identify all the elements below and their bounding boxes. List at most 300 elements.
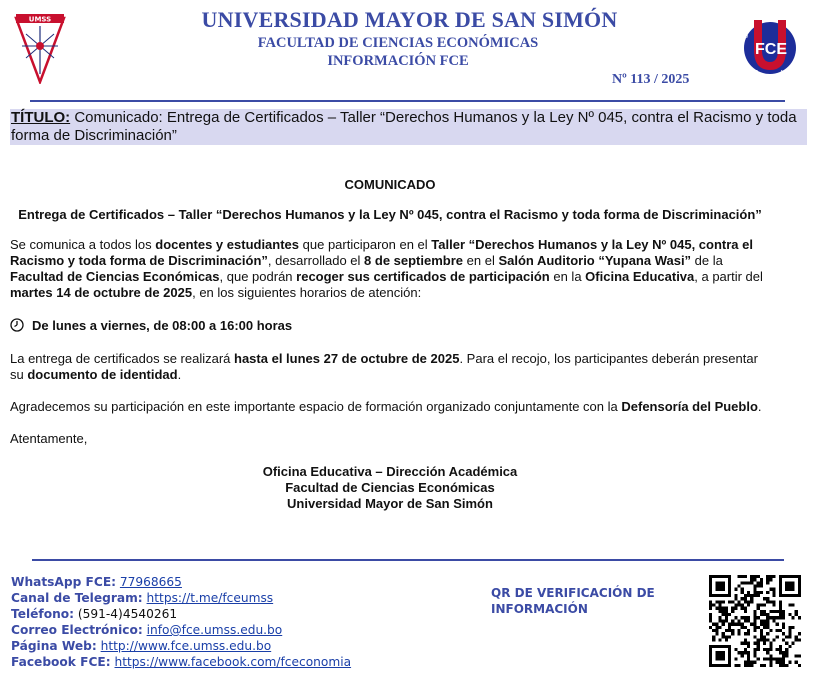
- website-link[interactable]: http://www.fce.umss.edu.bo: [100, 639, 272, 653]
- qr-module: [728, 613, 731, 616]
- qr-module: [766, 619, 769, 622]
- text: .: [177, 367, 182, 382]
- qr-module: [760, 619, 763, 622]
- signature-line: Oficina Educativa – Dirección Académica: [262, 464, 518, 479]
- qr-module: [772, 588, 775, 591]
- qr-module: [731, 600, 734, 603]
- qr-module: [731, 619, 734, 622]
- qr-module: [785, 651, 788, 654]
- qr-finder: [715, 651, 725, 661]
- qr-module: [760, 664, 763, 667]
- qr-module: [757, 645, 760, 648]
- qr-module: [741, 581, 744, 584]
- qr-module: [747, 581, 750, 584]
- qr-module: [763, 623, 766, 626]
- qr-module: [712, 623, 715, 626]
- qr-module: [769, 578, 772, 581]
- text: 8 de septiembre: [364, 253, 464, 268]
- qr-module: [782, 661, 785, 664]
- qr-module: [766, 638, 769, 641]
- qr-module: [760, 591, 763, 594]
- qr-module: [744, 642, 747, 645]
- qr-module: [738, 585, 741, 588]
- qr-module: [760, 613, 763, 616]
- qr-module: [741, 588, 744, 591]
- qr-module: [747, 651, 750, 654]
- qr-module: [722, 607, 725, 610]
- contact-website: [11, 638, 481, 654]
- qr-module: [747, 661, 750, 664]
- qr-module: [763, 604, 766, 607]
- qr-module: [750, 661, 753, 664]
- qr-module: [734, 604, 737, 607]
- qr-module: [782, 616, 785, 619]
- qr-module: [744, 626, 747, 629]
- qr-module: [753, 585, 756, 588]
- qr-module: [712, 635, 715, 638]
- text: , a partir del: [694, 269, 763, 284]
- qr-module: [785, 635, 788, 638]
- qr-module: [719, 610, 722, 613]
- email-link[interactable]: info@fce.umss.edu.bo: [146, 623, 283, 637]
- qr-module: [760, 635, 763, 638]
- signature-block: [10, 464, 770, 512]
- qr-module: [709, 626, 712, 629]
- qr-module: [738, 629, 741, 632]
- qr-module: [795, 613, 798, 616]
- qr-module: [741, 597, 744, 600]
- qr-module: [738, 600, 741, 603]
- qr-module: [744, 581, 747, 584]
- qr-module: [766, 648, 769, 651]
- qr-module: [744, 600, 747, 603]
- qr-module: [738, 575, 741, 578]
- qr-module: [719, 638, 722, 641]
- qr-module: [722, 632, 725, 635]
- qr-module: [779, 616, 782, 619]
- paragraph-announcement: [10, 237, 770, 301]
- qr-module: [763, 657, 766, 660]
- qr-module: [741, 604, 744, 607]
- qr-module: [779, 661, 782, 664]
- communique-heading: COMUNICADO: [344, 177, 436, 192]
- qr-module: [757, 604, 760, 607]
- qr-module: [722, 600, 725, 603]
- qr-module: [788, 626, 791, 629]
- qr-module: [782, 626, 785, 629]
- qr-module: [772, 600, 775, 603]
- university-name: UNIVERSIDAD MAYOR DE SAN SIMÓN: [201, 7, 618, 32]
- qr-module: [769, 654, 772, 657]
- qr-module: [728, 629, 731, 632]
- qr-module: [769, 616, 772, 619]
- qr-module: [741, 626, 744, 629]
- qr-module: [766, 591, 769, 594]
- qr-module: [779, 664, 782, 667]
- text: en el: [463, 253, 499, 268]
- qr-module: [782, 613, 785, 616]
- text: , en los siguientes horarios de atención:: [192, 285, 422, 300]
- qr-module: [791, 642, 794, 645]
- clock-icon: [10, 318, 24, 332]
- qr-module: [779, 607, 782, 610]
- contact-facebook: [11, 654, 481, 670]
- qr-module: [763, 613, 766, 616]
- footer-divider: [32, 559, 784, 561]
- qr-module: [782, 610, 785, 613]
- qr-module: [782, 651, 785, 654]
- qr-module: [776, 616, 779, 619]
- qr-module: [753, 619, 756, 622]
- text: Agradecemos su participación en este importante espacio de formación organizado conjuntamente con la: [10, 399, 622, 414]
- qr-verification-label: QR DE VERIFICACIÓN DE INFORMACIÓN: [491, 586, 655, 616]
- qr-module: [763, 619, 766, 622]
- qr-module: [719, 600, 722, 603]
- qr-module: [753, 629, 756, 632]
- qr-module: [750, 575, 753, 578]
- qr-module: [747, 632, 750, 635]
- qr-module: [747, 604, 750, 607]
- qr-module: [798, 616, 801, 619]
- qr-module: [712, 629, 715, 632]
- qr-module: [788, 661, 791, 664]
- qr-module: [785, 642, 788, 645]
- qr-module: [709, 607, 712, 610]
- qr-module: [757, 648, 760, 651]
- qr-module: [763, 664, 766, 667]
- qr-module: [722, 619, 725, 622]
- qr-module: [741, 591, 744, 594]
- qr-module: [760, 585, 763, 588]
- text: que participaron en el: [299, 237, 432, 252]
- header-divider: [30, 100, 785, 102]
- qr-module: [744, 651, 747, 654]
- qr-module: [757, 594, 760, 597]
- qr-module: [772, 616, 775, 619]
- qr-module: [719, 616, 722, 619]
- qr-module: [763, 626, 766, 629]
- qr-module: [725, 613, 728, 616]
- contact-telegram: [11, 590, 481, 606]
- qr-module: [776, 657, 779, 660]
- communique-subheading: Entrega de Certificados – Taller “Derechos Humanos y la Ley Nº 045, contra el Racismo y toda forma de Discriminación”: [18, 207, 762, 222]
- qr-module: [791, 616, 794, 619]
- qr-module: [769, 657, 772, 660]
- schedule-text: De lunes a viernes, de 08:00 a 16:00 horas: [32, 318, 293, 333]
- qr-module: [738, 619, 741, 622]
- text: documento de identidad: [27, 367, 178, 382]
- qr-module: [788, 613, 791, 616]
- qr-module: [744, 610, 747, 613]
- qr-module: [747, 591, 750, 594]
- qr-module: [785, 648, 788, 651]
- qr-module: [734, 664, 737, 667]
- text: .: [757, 399, 762, 414]
- qr-module: [757, 585, 760, 588]
- contact-label: Página Web:: [11, 639, 97, 653]
- qr-module: [715, 626, 718, 629]
- qr-module: [719, 619, 722, 622]
- qr-module: [798, 664, 801, 667]
- qr-module: [753, 575, 756, 578]
- logo-text: ADM: [780, 70, 792, 76]
- qr-module: [788, 645, 791, 648]
- qr-module: [779, 645, 782, 648]
- qr-module: [715, 632, 718, 635]
- text: Se comunica a todos los: [10, 237, 156, 252]
- qr-module: [766, 632, 769, 635]
- qr-module: [766, 578, 769, 581]
- qr-module: [760, 581, 763, 584]
- qr-module: [757, 626, 760, 629]
- qr-module: [750, 581, 753, 584]
- qr-module: [769, 645, 772, 648]
- qr-module: [747, 629, 750, 632]
- qr-module: [753, 610, 756, 613]
- qr-module: [779, 604, 782, 607]
- qr-finder: [785, 581, 795, 591]
- qr-module: [766, 657, 769, 660]
- qr-module: [753, 661, 756, 664]
- qr-module: [750, 600, 753, 603]
- schedule-line: [10, 318, 770, 334]
- qr-module: [772, 619, 775, 622]
- qr-module: [738, 623, 741, 626]
- qr-module: [725, 629, 728, 632]
- qr-module: [734, 597, 737, 600]
- qr-module: [744, 638, 747, 641]
- qr-module: [753, 648, 756, 651]
- qr-finder: [715, 581, 725, 591]
- fce-logo: [740, 14, 800, 80]
- qr-module: [772, 591, 775, 594]
- qr-module: [795, 661, 798, 664]
- qr-module: [719, 604, 722, 607]
- qr-module: [741, 651, 744, 654]
- faculty-name: FACULTAD DE CIENCIAS ECONÓMICAS: [257, 35, 539, 51]
- logo-text: FCE: [755, 41, 787, 58]
- qr-module: [779, 657, 782, 660]
- qr-module: [769, 588, 772, 591]
- qr-module: [760, 610, 763, 613]
- text: La entrega de certificados se realizará: [10, 351, 235, 366]
- title-text: Comunicado: Entrega de Certificados – Taller “Derechos Humanos y la Ley Nº 045, contra el Racismo y toda forma de Discriminación”: [11, 109, 797, 144]
- qr-module: [738, 604, 741, 607]
- qr-module: [772, 594, 775, 597]
- phone-value: (591-4)4540261: [77, 607, 178, 621]
- qr-module: [779, 651, 782, 654]
- qr-module: [731, 629, 734, 632]
- qr-module: [747, 616, 750, 619]
- qr-module: [725, 616, 728, 619]
- qr-module: [744, 607, 747, 610]
- qr-module: [757, 581, 760, 584]
- text: , desarrollado el: [267, 253, 365, 268]
- whatsapp-link[interactable]: 77968665: [119, 575, 182, 589]
- qr-module: [798, 654, 801, 657]
- title-label: TÍTULO:: [11, 109, 71, 126]
- qr-module: [744, 664, 747, 667]
- qr-module: [772, 575, 775, 578]
- qr-module: [763, 597, 766, 600]
- qr-module: [772, 604, 775, 607]
- qr-module: [741, 575, 744, 578]
- qr-module: [766, 575, 769, 578]
- qr-module: [763, 610, 766, 613]
- qr-module: [766, 581, 769, 584]
- text: hasta el lunes 27 de octubre de 2025: [234, 351, 460, 366]
- qr-module: [769, 661, 772, 664]
- qr-module: [776, 635, 779, 638]
- qr-module: [731, 623, 734, 626]
- qr-module: [725, 635, 728, 638]
- qr-module: [763, 638, 766, 641]
- qr-module: [785, 654, 788, 657]
- qr-module: [747, 642, 750, 645]
- qr-module: [744, 597, 747, 600]
- contact-label: Canal de Telegram:: [11, 591, 143, 605]
- qr-module: [757, 575, 760, 578]
- qr-module: [734, 616, 737, 619]
- qr-module: [769, 575, 772, 578]
- qr-module: [757, 607, 760, 610]
- qr-module: [731, 607, 734, 610]
- qr-module: [788, 604, 791, 607]
- qr-module: [744, 575, 747, 578]
- qr-module: [747, 657, 750, 660]
- qr-module: [744, 594, 747, 597]
- qr-module: [763, 635, 766, 638]
- qr-module: [782, 623, 785, 626]
- contact-label: Correo Electrónico:: [11, 623, 143, 637]
- qr-module: [795, 654, 798, 657]
- qr-module: [734, 607, 737, 610]
- qr-module: [747, 645, 750, 648]
- qr-module: [734, 594, 737, 597]
- qr-module: [715, 607, 718, 610]
- qr-module: [795, 610, 798, 613]
- telegram-link[interactable]: https://t.me/fceumss: [146, 591, 274, 605]
- qr-module: [715, 600, 718, 603]
- qr-module: [747, 664, 750, 667]
- qr-module: [725, 610, 728, 613]
- qr-module: [734, 623, 737, 626]
- qr-module: [788, 629, 791, 632]
- communique-body: [10, 177, 770, 512]
- qr-module: [782, 632, 785, 635]
- contact-label: Facebook FCE:: [11, 655, 111, 669]
- contact-label: Teléfono:: [11, 607, 75, 621]
- qr-module: [779, 610, 782, 613]
- qr-module: [798, 632, 801, 635]
- qr-module: [766, 597, 769, 600]
- text: de la: [691, 253, 723, 268]
- contact-list: [11, 574, 481, 670]
- qr-module: [750, 578, 753, 581]
- qr-module: [728, 635, 731, 638]
- qr-module: [715, 623, 718, 626]
- qr-module: [769, 610, 772, 613]
- text: en la: [549, 269, 586, 284]
- text: Defensoría del Pueblo: [621, 399, 758, 414]
- qr-module: [769, 642, 772, 645]
- document-title: [11, 109, 807, 145]
- qr-module: [734, 657, 737, 660]
- qr-module: [731, 610, 734, 613]
- qr-module: [769, 648, 772, 651]
- qr-module: [798, 638, 801, 641]
- qr-module: [719, 626, 722, 629]
- qr-module: [782, 657, 785, 660]
- qr-module: [766, 623, 769, 626]
- qr-module: [744, 632, 747, 635]
- qr-module: [753, 642, 756, 645]
- qr-module: [709, 616, 712, 619]
- qr-module: [772, 610, 775, 613]
- qr-module: [782, 638, 785, 641]
- qr-module: [766, 651, 769, 654]
- signature-line: Facultad de Ciencias Económicas: [285, 480, 495, 495]
- qr-module: [753, 623, 756, 626]
- qr-module: [747, 594, 750, 597]
- text: , que podrán: [219, 269, 297, 284]
- qr-module: [769, 629, 772, 632]
- qr-module: [779, 600, 782, 603]
- qr-module: [725, 638, 728, 641]
- text: martes 14 de octubre de 2025: [10, 285, 193, 300]
- qr-module: [753, 613, 756, 616]
- qr-module: [744, 648, 747, 651]
- qr-module: [766, 616, 769, 619]
- qr-module: [747, 654, 750, 657]
- qr-module: [791, 604, 794, 607]
- qr-module: [753, 651, 756, 654]
- logo-text: ECO: [764, 74, 775, 80]
- qr-module: [741, 623, 744, 626]
- qr-module: [750, 664, 753, 667]
- contact-whatsapp: [11, 574, 481, 590]
- contact-label: WhatsApp FCE:: [11, 575, 117, 589]
- qr-module: [747, 600, 750, 603]
- qr-module: [760, 632, 763, 635]
- qr-module: [712, 604, 715, 607]
- qr-module: [779, 629, 782, 632]
- qr-module: [753, 616, 756, 619]
- logo-text: UMSS: [28, 15, 52, 24]
- qr-module: [757, 616, 760, 619]
- facebook-link[interactable]: https://www.facebook.com/fceconomia: [114, 655, 352, 669]
- qr-module: [763, 642, 766, 645]
- qr-module: [776, 629, 779, 632]
- qr-module: [788, 632, 791, 635]
- qr-module: [753, 626, 756, 629]
- qr-module: [757, 591, 760, 594]
- qr-module: [728, 626, 731, 629]
- qr-module: [744, 619, 747, 622]
- qr-module: [722, 635, 725, 638]
- qr-module: [772, 638, 775, 641]
- qr-module: [741, 616, 744, 619]
- closing: Atentamente,: [10, 431, 88, 446]
- logo-text: UMSS: [744, 23, 750, 38]
- qr-module: [779, 613, 782, 616]
- qr-module: [734, 588, 737, 591]
- document-number: Nº 113 / 2025: [612, 72, 690, 87]
- qr-module: [753, 654, 756, 657]
- qr-module: [772, 657, 775, 660]
- qr-module: [776, 661, 779, 664]
- paragraph-deadline: [10, 351, 770, 383]
